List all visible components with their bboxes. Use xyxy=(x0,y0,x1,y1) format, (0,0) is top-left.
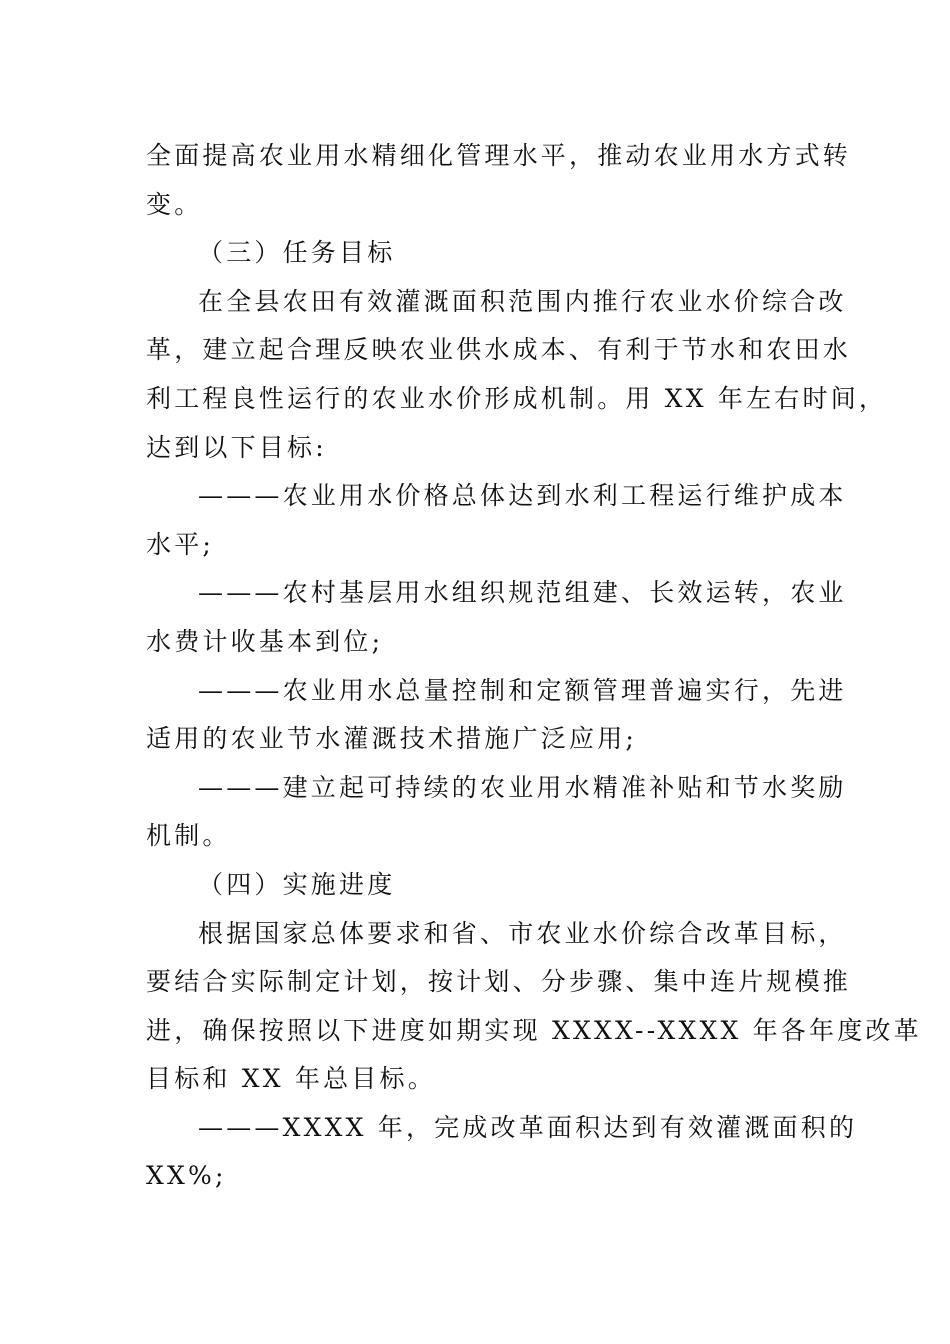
paragraph-line: 革，建立起合理反映农业供水成本、有利于节水和农田水 xyxy=(146,335,852,365)
paragraph-line: 在全县农田有效灌溉面积范围内推行农业水价综合改 xyxy=(198,286,847,316)
list-item-line: 水平; xyxy=(146,529,215,559)
paragraph-line: 利工程良性运行的农业水价形成机制。用 XX 年左右时间， xyxy=(146,383,888,413)
paragraph-line: 达到以下目标: xyxy=(146,432,327,462)
paragraph-line: 变。 xyxy=(146,189,203,219)
paragraph-line: 要结合实际制定计划，按计划、分步骤、集中连片规模推 xyxy=(146,967,852,997)
paragraph-line: 全面提高农业用水精细化管理水平，推动农业用水方式转 xyxy=(146,141,852,170)
list-item-line: XX%; xyxy=(146,1161,227,1191)
list-item-line: ———XXXX 年，完成改革面积达到有效灌溉面积的 xyxy=(198,1112,858,1142)
list-item-line: 适用的农业节水灌溉技术措施广泛应用; xyxy=(146,724,638,754)
paragraph-line: 根据国家总体要求和省、市农业水价综合改革目标， xyxy=(198,918,847,948)
list-item-line: 机制。 xyxy=(146,821,231,851)
list-item-line: 水费计收基本到位; xyxy=(146,626,384,656)
paragraph-line: 目标和 XX 年总目标。 xyxy=(146,1064,436,1094)
paragraph-line: 进，确保按照以下进度如期实现 XXXX--XXXX 年各年度改革 xyxy=(146,1015,922,1045)
list-item-line: ———农村基层用水组织规范组建、长效运转，农业 xyxy=(198,578,847,608)
section-heading-implementation-schedule: （四）实施进度 xyxy=(198,869,396,899)
section-heading-task-goals: （三）任务目标 xyxy=(198,238,396,268)
list-item-line: ———农业用水总量控制和定额管理普遍实行，先进 xyxy=(198,675,847,705)
list-item-line: ———建立起可持续的农业用水精准补贴和节水奖励 xyxy=(198,772,847,802)
document-body xyxy=(146,132,922,1201)
list-item-line: ———农业用水价格总体达到水利工程运行维护成本 xyxy=(198,481,847,511)
